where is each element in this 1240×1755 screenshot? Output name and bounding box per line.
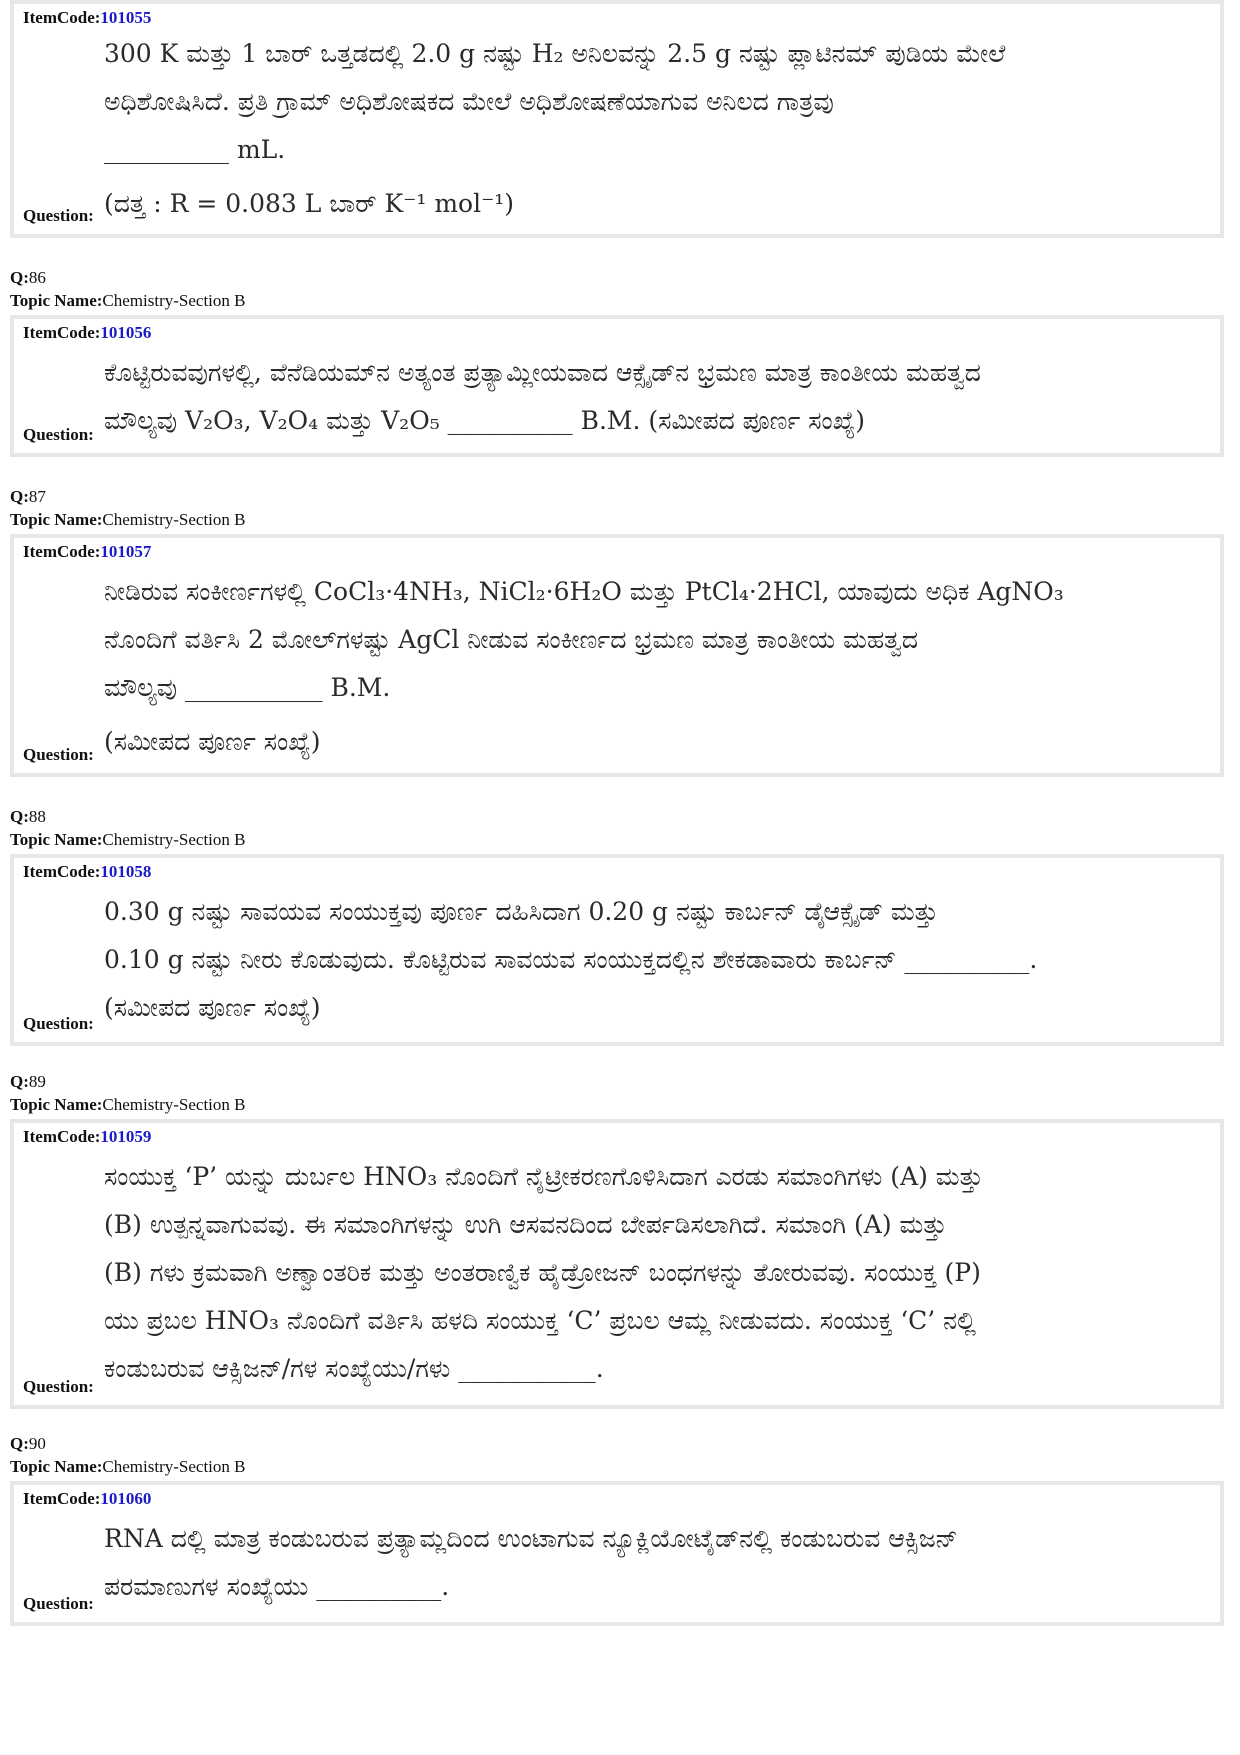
- question-text: [104, 1515, 1206, 1611]
- question-label: Question:: [23, 1377, 94, 1396]
- item-code-value: 101059: [100, 1127, 152, 1146]
- question-line: (B) ಗಳು ಕ್ರಮವಾಗಿ ಅಣ್ವಾಂತರಿಕ ಮತ್ತು ಅಂತರಾಣ್ವಿಕ ಹೈಡ್ರೋಜನ್ ಬಂಧಗಳನ್ನು ತೋರುವವು. ಸಂಯುಕ್ತ (P): [104, 1258, 981, 1287]
- question-text: [104, 1153, 1206, 1393]
- question-label: Question:: [23, 206, 94, 225]
- question-box: [10, 1481, 1224, 1626]
- question-number: 88: [28, 807, 46, 826]
- question-label: Question:: [23, 425, 94, 444]
- question-line: ನೀಡಿರುವ ಸಂಕೀರ್ಣಗಳಲ್ಲಿ CoCl₃·4NH₃, NiCl₂·6H₂O ಮತ್ತು PtCl₄·2HCl, ಯಾವುದು ಅಧಿಕ AgNO₃: [104, 577, 1064, 606]
- question-text: [104, 349, 1206, 445]
- question-text: [104, 888, 1206, 1032]
- question-number: 86: [28, 268, 46, 287]
- question-label: Question:: [23, 1014, 94, 1033]
- question-line: (ಸಮೀಪದ ಪೂರ್ಣ ಸಂಖ್ಯೆ): [104, 993, 321, 1022]
- item-code: ItemCode:101057: [23, 542, 152, 561]
- question-box: [10, 854, 1224, 1046]
- item-code-value: 101057: [100, 542, 152, 561]
- question-line: ಕೊಟ್ಟಿರುವವುಗಳಲ್ಲಿ, ವೆನೆಡಿಯಮ್‌ನ ಅತ್ಯಂತ ಪ್ರತ್ಯಾಮ್ಲೀಯವಾದ ಆಕ್ಸೈಡ್‌ನ ಭ್ರಮಣ ಮಾತ್ರ ಕಾಂತೀಯ ಮಹತ್ವದ: [104, 358, 981, 387]
- question-number: 90: [28, 1434, 46, 1453]
- question-line: ಸಂಯುಕ್ತ ‘P’ ಯನ್ನು ದುರ್ಬಲ HNO₃ ನೊಂದಿಗೆ ನೈಟ್ರೀಕರಣಗೊಳಿಸಿದಾಗ ಎರಡು ಸಮಾಂಗಿಗಳು (A) ಮತ್ತು: [104, 1162, 983, 1191]
- question-text: [104, 30, 1206, 228]
- question-text: [104, 568, 1206, 766]
- question-line: ಅಧಿಶೋಷಿಸಿದೆ. ಪ್ರತಿ ಗ್ರಾಮ್ ಅಧಿಶೋಷಕದ ಮೇಲೆ ಅಧಿಶೋಷಣೆಯಾಗುವ ಅನಿಲದ ಗಾತ್ರವು: [104, 87, 834, 116]
- item-code: ItemCode:101058: [23, 862, 152, 881]
- item-code: ItemCode:101059: [23, 1127, 152, 1146]
- item-code: ItemCode:101060: [23, 1489, 152, 1508]
- question-line: 300 K ಮತ್ತು 1 ಬಾರ್ ಒತ್ತಡದಲ್ಲಿ 2.0 g ನಷ್ಟು H₂ ಅನಿಲವನ್ನು 2.5 g ನಷ್ಟು ಪ್ಲಾಟಿನಮ್ ಪುಡಿಯ ಮೇಲೆ: [104, 39, 1006, 68]
- question-header: Q:90 Topic Name:Chemistry-Section B: [10, 1434, 246, 1476]
- question-label: Question:: [23, 745, 94, 764]
- item-code-value: 101058: [100, 862, 152, 881]
- question-number: 87: [28, 487, 46, 506]
- question-line: RNA ದಲ್ಲಿ ಮಾತ್ರ ಕಂಡುಬರುವ ಪ್ರತ್ಯಾಮ್ಲದಿಂದ ಉಂಟಾಗುವ ನ್ಯೂಕ್ಲಿಯೋಟೈಡ್‌ನಲ್ಲಿ ಕಂಡುಬರುವ ಆಕ್ಸಿಜನ್: [104, 1524, 958, 1553]
- question-line: (ದತ್ತ : R = 0.083 L ಬಾರ್ K⁻¹ mol⁻¹): [104, 189, 515, 218]
- item-code-value: 101060: [100, 1489, 152, 1508]
- question-line: ಮೌಲ್ಯವು V₂O₃, V₂O₄ ಮತ್ತು V₂O₅ __________ B.M. (ಸಮೀಪದ ಪೂರ್ಣ ಸಂಖ್ಯೆ): [104, 406, 865, 435]
- question-header: Q:87 Topic Name:Chemistry-Section B: [10, 487, 246, 529]
- item-code: ItemCode:101056: [23, 323, 152, 342]
- item-code: ItemCode:101055: [23, 8, 152, 27]
- question-box: [10, 1119, 1224, 1409]
- question-label: Question:: [23, 1594, 94, 1613]
- question-line: ಕಂಡುಬರುವ ಆಕ್ಸಿಜನ್/ಗಳ ಸಂಖ್ಯೆಯು/ಗಳು ___________.: [104, 1354, 604, 1383]
- question-line: ಪರಮಾಣುಗಳ ಸಂಖ್ಯೆಯು __________.: [104, 1572, 450, 1601]
- question-line: __________ mL.: [104, 135, 286, 164]
- question-line: 0.30 g ನಷ್ಟು ಸಾವಯವ ಸಂಯುಕ್ತವು ಪೂರ್ಣ ದಹಿಸಿದಾಗ 0.20 g ನಷ್ಟು ಕಾರ್ಬನ್ ಡೈಆಕ್ಸೈಡ್ ಮತ್ತು: [104, 897, 938, 926]
- question-line: ಯು ಪ್ರಬಲ HNO₃ ನೊಂದಿಗೆ ವರ್ತಿಸಿ ಹಳದಿ ಸಂಯುಕ್ತ ‘C’ ಪ್ರಬಲ ಆಮ್ಲ ನೀಡುವದು. ಸಂಯುಕ್ತ ‘C’ ನಲ್ಲಿ: [104, 1306, 976, 1335]
- question-line: (ಸಮೀಪದ ಪೂರ್ಣ ಸಂಖ್ಯೆ): [104, 727, 321, 756]
- question-line: 0.10 g ನಷ್ಟು ನೀರು ಕೊಡುವುದು. ಕೊಟ್ಟಿರುವ ಸಾವಯವ ಸಂಯುಕ್ತದಲ್ಲಿನ ಶೇಕಡಾವಾರು ಕಾರ್ಬನ್ __________.: [104, 945, 1038, 974]
- item-code-value: 101056: [100, 323, 152, 342]
- topic-name: Chemistry-Section B: [102, 510, 246, 529]
- question-line: ನೊಂದಿಗೆ ವರ್ತಿಸಿ 2 ಮೋಲ್‌ಗಳಷ್ಟು AgCl ನೀಡುವ ಸಂಕೀರ್ಣದ ಭ್ರಮಣ ಮಾತ್ರ ಕಾಂತೀಯ ಮಹತ್ವದ: [104, 625, 919, 654]
- question-number: 89: [28, 1072, 46, 1091]
- topic-name: Chemistry-Section B: [102, 1095, 246, 1114]
- question-line: ಮೌಲ್ಯವು ___________ B.M.: [104, 673, 391, 702]
- question-header: Q:86 Topic Name:Chemistry-Section B: [10, 268, 246, 310]
- item-code-value: 101055: [100, 8, 152, 27]
- topic-name: Chemistry-Section B: [102, 291, 246, 310]
- question-box: [10, 534, 1224, 777]
- topic-name: Chemistry-Section B: [102, 1457, 246, 1476]
- question-header: Q:88 Topic Name:Chemistry-Section B: [10, 807, 246, 849]
- question-box: [10, 0, 1224, 238]
- question-box: [10, 315, 1224, 457]
- question-header: Q:89 Topic Name:Chemistry-Section B: [10, 1072, 246, 1114]
- topic-name: Chemistry-Section B: [102, 830, 246, 849]
- question-line: (B) ಉತ್ಪನ್ನವಾಗುವವು. ಈ ಸಮಾಂಗಿಗಳನ್ನು ಉಗಿ ಆಸವನದಿಂದ ಬೇರ್ಪಡಿಸಲಾಗಿದೆ. ಸಮಾಂಗಿ (A) ಮತ್ತು: [104, 1210, 947, 1239]
